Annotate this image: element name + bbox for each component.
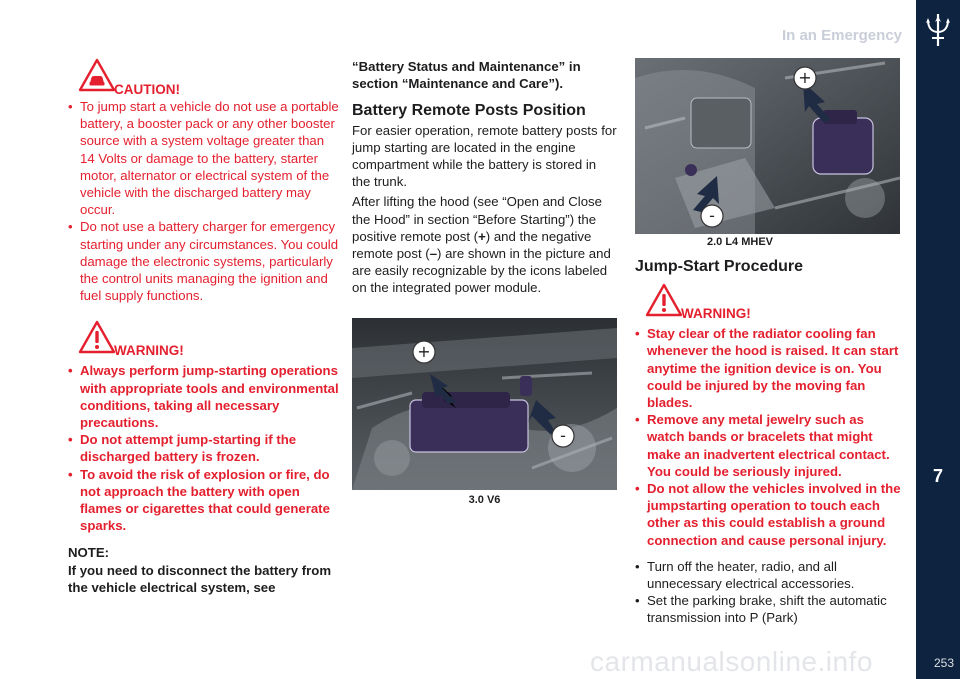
- caution-list: [68, 98, 340, 304]
- section-title: In an Emergency: [781, 27, 902, 44]
- note-block: [68, 544, 340, 596]
- battery-posts-paragraph-2: After lifting the hood (see “Open and Close the Hood” in section “Before Starting”) the positive remote post (+) and the negative remote post (–) are shown in the picture and are easily recognizable by the icons labeled on the integrated power module.: [352, 194, 611, 296]
- exclamation-warning-icon: [78, 320, 116, 354]
- minus-label: -: [709, 206, 715, 225]
- warning-list-2: [635, 325, 903, 549]
- middle-column: [352, 58, 617, 297]
- caution-title: CAUTION!: [114, 82, 180, 97]
- plus-label: +: [798, 68, 812, 87]
- battery-posts-heading: Battery Remote Posts Position: [352, 102, 586, 120]
- warning-item: • Stay clear of the radiator cooling fan whenever the hood is raised. It can start anytime the ignition device is on. You could be injured by the moving fan blades.: [635, 325, 903, 411]
- v6-image-caption: 3.0 V6: [468, 494, 501, 506]
- caution-item: • To jump start a vehicle do not use a portable battery, a booster pack or any other booster source with a system voltage greater than 14 Volts or damage to the battery, starter motor, alternator or electrical system of the vehicle with the discharged battery may occur.: [68, 98, 340, 218]
- procedure-steps: [635, 558, 903, 627]
- caution-item: • Do not use a battery charger for emergency starting under any circumstances. You could damage the electronic systems, particularly the control units managing the ignition and fuel supply functions.: [68, 218, 340, 304]
- warning-title: WARNING!: [114, 343, 184, 359]
- car-warning-icon: [78, 58, 116, 92]
- warning-header: [68, 320, 340, 362]
- continued-reference: “Battery Status and Maintenance” in section “Maintenance and Care”).: [352, 59, 581, 92]
- trident-icon: [924, 12, 952, 48]
- note-text: If you need to disconnect the battery from the vehicle electrical system, see: [68, 562, 332, 595]
- warning-header-2: [635, 283, 903, 325]
- chapter-sidebar: [916, 0, 960, 679]
- minus-symbol: –: [429, 246, 438, 262]
- exclamation-warning-icon: [645, 283, 683, 317]
- warning-list: [68, 362, 340, 534]
- warning-item: • Do not allow the vehicles involved in the jumpstarting operation to touch each other as this could establish a ground connection and cause personal injury.: [635, 480, 903, 549]
- warning-item: • To avoid the risk of explosion or fire, do not approach the battery with open flames or cigarettes that could generate sparks.: [68, 466, 340, 535]
- jump-start-heading: Jump-Start Procedure: [635, 258, 804, 275]
- l4-image-caption: 2.0 L4 MHEV: [706, 236, 774, 248]
- right-column: [635, 258, 903, 627]
- note-label: NOTE:: [68, 545, 110, 561]
- watermark: carmanualsonline.info: [590, 646, 873, 677]
- caution-header: [68, 58, 340, 98]
- warning-title-2: WARNING!: [681, 306, 751, 322]
- engine-bay-photo-v6: [352, 318, 617, 490]
- battery-posts-paragraph-1: For easier operation, remote battery posts for jump starting are located in the engine compartment while the battery is stored in the trunk.: [352, 122, 617, 190]
- left-column: [68, 58, 340, 596]
- chapter-number: 7: [932, 466, 943, 486]
- plus-label: +: [417, 342, 431, 361]
- procedure-step: • Turn off the heater, radio, and all unnecessary electrical accessories.: [635, 558, 903, 592]
- minus-label: -: [560, 426, 566, 445]
- warning-item: • Remove any metal jewelry such as watch bands or bracelets that might make an inadvertent electrical contact. You could be seriously injured.: [635, 411, 903, 480]
- engine-bay-photo-l4: [635, 58, 900, 234]
- procedure-step: • Set the parking brake, shift the automatic transmission into P (Park): [635, 592, 903, 626]
- warning-item: • Always perform jump-starting operations with appropriate tools and environmental conditions, taking all necessary precautions.: [68, 362, 340, 431]
- plus-symbol: +: [478, 228, 486, 244]
- page-number: 253: [933, 656, 954, 670]
- warning-item: • Do not attempt jump-starting if the discharged battery is frozen.: [68, 431, 340, 465]
